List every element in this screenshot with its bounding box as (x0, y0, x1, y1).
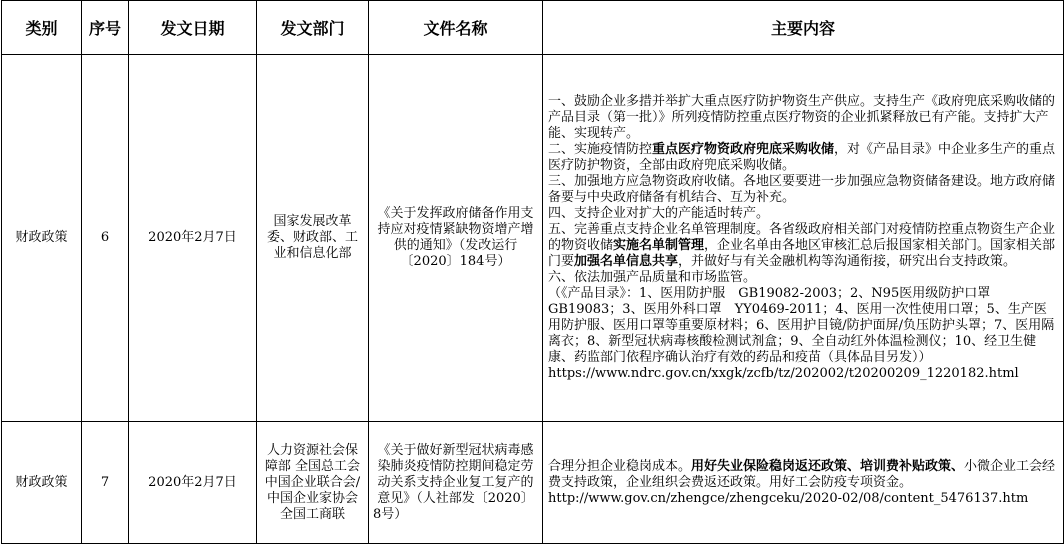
content-text: 五、完善重点支持企业名单管理制度。各省级政府相关部门对疫情防控重点物资生产企业的物资收储 (548, 222, 1056, 253)
table-body (2, 55, 1064, 544)
table-row (2, 55, 1064, 422)
cell-date: 2020年2月7日 (129, 55, 257, 422)
content-highlight: 实施名单制管理 (613, 238, 705, 253)
cell-category: 财政政策 (2, 55, 82, 422)
content-text: 二、实施疫情防控 (548, 142, 653, 157)
content-paragraph: 四、支持企业对扩大的产能适时转产。 (548, 206, 770, 221)
content-highlight: 用好失业保险稳岗返还政策、培训费补贴政策、 (691, 458, 965, 474)
content-url[interactable]: http://www.gov.cn/zhengce/zhengceku/2020-02/08/content_5476137.htm (548, 490, 1029, 506)
content-paragraph: （《产品目录》：1、医用防护服 GB19082-2003；2、N95医用级防护口罩 GB19083；3、医用外科口罩 YY0469-2011；4、医用一次性使用口罩；5、生产医用防护服、医用口罩等重要原材料；6、医用护目镜/防护面屏/负压防护头罩；7、医用隔离衣；8、新型冠状病毒核酸检测试剂盒；9、全自动红外体温检测仪；10、经卫生健康、药监部门依程序确认治疗有效的药品和疫苗（具体品目另发）） (548, 286, 1055, 365)
content-highlight: 加强名单信息共享 (574, 254, 679, 269)
header-category: 类别 (2, 1, 82, 55)
content-paragraph (548, 142, 1059, 174)
content-paragraph (548, 459, 1059, 491)
content-text: 合理分担企业稳岗成本。 (548, 458, 692, 474)
header-filename: 文件名称 (369, 1, 543, 55)
content-paragraph: 三、加强地方应急物资政府收储。各地区要要进一步加强应急物资储备建设。地方政府储备要与中央政府储备有机结合、互为补充。 (548, 174, 1056, 205)
cell-seq: 6 (82, 55, 129, 422)
header-dept: 发文部门 (257, 1, 369, 55)
header-date: 发文日期 (129, 1, 257, 55)
content-paragraph: 六、依法加强产品质量和市场监管。 (548, 270, 757, 285)
content-highlight: 重点医疗物资政府兜底采购收储 (652, 142, 835, 157)
content-text: ，对《产品目录》中企业多生产的重点医疗防护物资，全部由政府兜底采购收储。 (548, 142, 1056, 173)
table-header (2, 1, 1064, 55)
header-content: 主要内容 (543, 1, 1064, 55)
cell-filename (369, 422, 543, 544)
content-url[interactable]: https://www.ndrc.gov.cn/xxgk/zcfb/tz/202002/t20200209_1220182.html (548, 366, 1019, 381)
cell-content (543, 55, 1064, 422)
table-row (2, 422, 1064, 544)
content-paragraph (548, 222, 1059, 270)
cell-seq: 7 (82, 422, 129, 544)
filename-text: 《关于做好新型冠状病毒感染肺炎疫情防控期间稳定劳动关系支持企业复工复产的意见》（人社部发〔2020〕 (377, 442, 534, 506)
cell-date: 2020年2月7日 (129, 422, 257, 544)
content-text: ，并做好与有关金融机构等沟通衔接，研究出台支持政策。 (678, 254, 1017, 269)
content-paragraph: 一、鼓励企业多措并举扩大重点医疗防护物资生产供应。支持生产《政府兜底采购收储的产品目录（第一批）》所列疫情防控重点医疗物资的企业抓紧释放已有产能。支持扩大产能、实现转产。 (548, 94, 1056, 141)
cell-content (543, 422, 1064, 544)
header-row (2, 1, 1064, 55)
content-text: 小微企业工会经费支持政策，企业组织会费返还政策。用好工会防疫专项资金。 (548, 458, 1056, 490)
cell-dept: 人力资源社会保障部 全国总工会 中国企业联合会/中国企业家协会 全国工商联 (257, 422, 369, 544)
cell-filename: 《关于发挥政府储备作用支持应对疫情紧缺物资增产增供的通知》（发改运行〔2020〕184号） (369, 55, 543, 422)
header-seq: 序号 (82, 1, 129, 55)
cell-dept: 国家发展改革委、财政部、工业和信息化部 (257, 55, 369, 422)
content-text: ，企业名单由各地区审核汇总后报国家相关部门。国家相关部门要 (548, 238, 1056, 269)
policy-table (1, 0, 1064, 544)
filename-text: 8号） (373, 506, 408, 522)
cell-category: 财政政策 (2, 422, 82, 544)
